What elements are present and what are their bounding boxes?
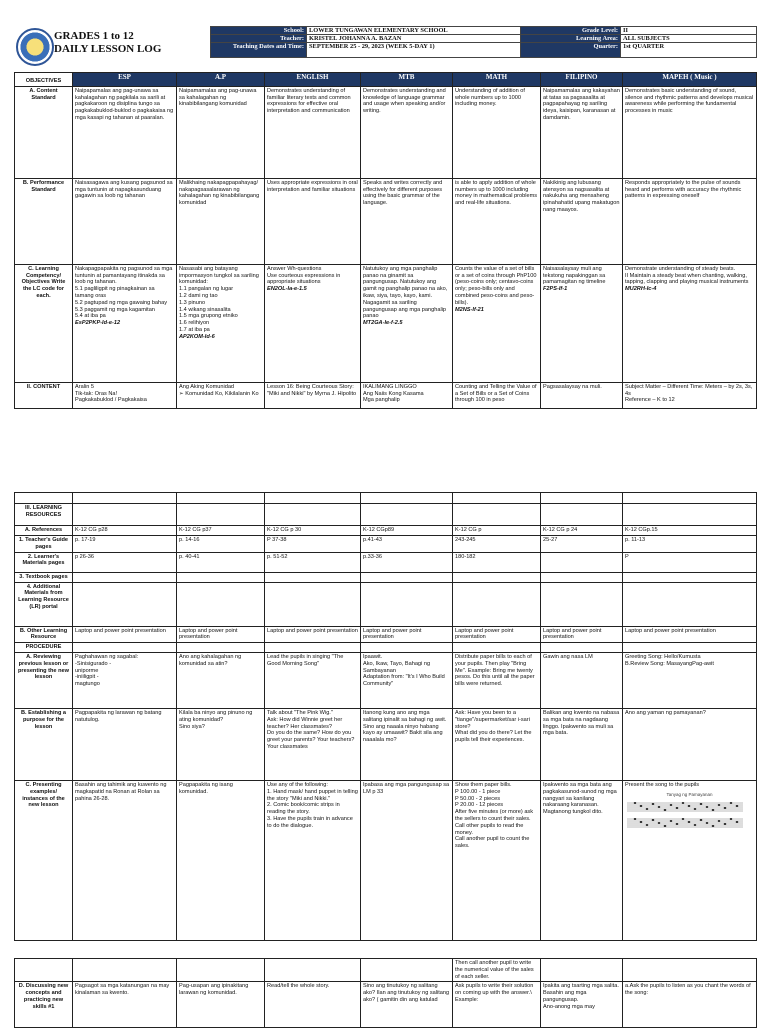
row-label: B. Performance Standard xyxy=(15,178,73,264)
cell-filipino xyxy=(541,526,623,536)
cell-text: Laptop and power point presentation xyxy=(625,627,716,634)
subject-header-ap: A.P xyxy=(177,73,265,87)
lc-code: MT2GA-Ie-f-2.5 xyxy=(363,320,403,327)
row-label: C. Learning Competency/ Objectives Write the LC code for each. xyxy=(15,264,73,382)
cell-esp xyxy=(73,652,177,708)
cell-text: 25-27 xyxy=(543,537,558,543)
cell-text: Laptop and power point presentation xyxy=(75,627,166,634)
cell-text: p. 14-16 xyxy=(179,537,200,543)
cell-math xyxy=(453,552,541,572)
cell-esp xyxy=(73,86,177,178)
row-a-content-standard xyxy=(15,86,757,178)
header-info-table xyxy=(210,26,757,58)
cell-filipino xyxy=(541,582,623,626)
row-2-learner-s-materials-pages xyxy=(15,552,757,572)
cell-text: Ipakwento sa mga bata ang pagkakasunod-sunod ng mga nangyari sa kanilang nakaraang karanasan. Magtanong tungkol dito. xyxy=(543,781,617,816)
cell-text: a.Ask the pupils to listen as you chant the words of the song: xyxy=(625,983,751,997)
cell-ap xyxy=(177,780,265,940)
row-b-establishing-a-purpose-for-the-lesson xyxy=(15,708,757,780)
cell-mtb xyxy=(361,959,453,982)
cell-mtb xyxy=(361,626,453,643)
cell-filipino xyxy=(541,643,623,653)
cell-math xyxy=(453,708,541,780)
cell-mtb xyxy=(361,504,453,526)
cell-text: p. 40-41 xyxy=(179,553,200,560)
cell-text: Demonstrates understanding and knowledge of language grammar and usage when speaking and/or writing. xyxy=(363,87,446,115)
cell-english xyxy=(265,526,361,536)
cell-text: p. 11-13 xyxy=(625,537,646,543)
cell-mapeh xyxy=(623,572,757,582)
cell-english xyxy=(265,652,361,708)
cell-ap xyxy=(177,526,265,536)
cell-text: Pagpapakita ng isang komunidad. xyxy=(179,781,233,795)
cell-text: Laptop and power point presentation xyxy=(363,627,422,641)
cell-text: Ipakita ang tsarting mga salita. Basahin ang mga pangungusap. Ano-anong mga may xyxy=(543,983,619,1010)
row-a-references xyxy=(15,526,757,536)
cell-mapeh xyxy=(623,626,757,643)
grade-level-value: II xyxy=(621,27,757,35)
cell-mtb xyxy=(361,178,453,264)
cell-math xyxy=(453,582,541,626)
cell-ap xyxy=(177,982,265,1028)
cell-mapeh xyxy=(623,504,757,526)
cell-text: Then call another pupil to write the numerical value of the sales of each seller. xyxy=(455,960,534,980)
cell-esp xyxy=(73,264,177,382)
cell-math xyxy=(453,526,541,536)
cell-text: Speaks and writes correctly and effectively for different purposes using the basic grammar of the language. xyxy=(363,179,443,207)
cell-mtb xyxy=(361,708,453,780)
song-title-caption: Tanyag ng Pamayanan xyxy=(666,791,713,797)
cell-mtb xyxy=(361,382,453,408)
cell-text: Responds appropriately to the pulse of sounds heard and performs with accuracy the rhythmic patterns in expressing oneself xyxy=(625,179,742,200)
row-c-learning-competency-objectives-write-t xyxy=(15,264,757,382)
cell-text: Demonstrate understanding of steady beats. II Maintain a steady beat when chanting, walking, tapping, clapping and playing musical instruments xyxy=(625,265,749,286)
cell-mapeh xyxy=(623,382,757,408)
cell-ap xyxy=(177,572,265,582)
title-grades: GRADES 1 to 12 xyxy=(54,30,134,42)
row-1-teacher-s-guide-pages xyxy=(15,536,757,553)
cell-text: Show them paper bills. P 100.00 - 1 piece P 50.00 - 2 pieces P 20.00 - 12 pieces After five minutes (or more) ask the sellers to count their sales. Call other pupils to read the money. Call another pupil to count the sales. xyxy=(455,781,534,850)
cell-mapeh xyxy=(623,780,757,940)
cell-text: Sino ang tinutukoy ng salitang ako? Ilan ang tinutukoy ng salitang ako? ( gamitin din ang katulad xyxy=(363,983,450,1003)
row-label: 4. Additional Materials from Learning Resource (LR) portal xyxy=(15,582,73,626)
cell-math xyxy=(453,652,541,708)
cell-english xyxy=(265,382,361,408)
row-label: D. Discussing new concepts and practicing new skills #1 xyxy=(15,982,73,1028)
cell-math xyxy=(453,780,541,940)
section-objectives-body xyxy=(15,86,757,408)
cell-english xyxy=(265,643,361,653)
cell-text: IKALIMANG LINGGO Ang Naiis Kong Kasama Mga panghalip xyxy=(363,383,424,404)
cell-text: Read/tell the whole story. xyxy=(267,983,330,990)
row-row xyxy=(15,959,757,982)
grade-level-label: Grade Level: xyxy=(521,27,621,35)
lesson-log-header xyxy=(14,26,756,68)
cell-text: Naipapamalas ang pag-unawa sa kahalagahan ng pagkilala sa sarili at pagkakaroon ng disiplina tungo sa pagkakabuklod-buklod o pagkakaisa ng mga kasapi ng tahanan at paaralan. xyxy=(75,87,174,121)
cell-mapeh xyxy=(623,552,757,572)
cell-english xyxy=(265,982,361,1028)
cell-text: Pagsasalaysay na muli. xyxy=(543,383,602,390)
cell-esp xyxy=(73,178,177,264)
cell-english xyxy=(265,582,361,626)
cell-text: Answer Wh-questions Use courteous expressions in appropriate situations xyxy=(267,265,341,286)
lc-code: F2PS-If-1 xyxy=(543,286,568,293)
cell-text: Ano ang yaman ng pamayanan? xyxy=(625,709,706,716)
row-label: B. Other Learning Resource xyxy=(15,626,73,643)
cell-text: Pagpapakita ng larawan ng batang natutulog. xyxy=(75,709,162,723)
row-b-performance-standard xyxy=(15,178,757,264)
row-d-discussing-new-concepts-and-practicing xyxy=(15,982,757,1028)
cell-ap xyxy=(177,536,265,553)
blank-header-row xyxy=(15,493,757,504)
cell-ap xyxy=(177,959,265,982)
cell-ap xyxy=(177,504,265,526)
cell-english xyxy=(265,504,361,526)
row-label xyxy=(15,959,73,982)
row-label: A. Reviewing previous lesson or presenting the new lesson xyxy=(15,652,73,708)
cell-esp xyxy=(73,504,177,526)
cell-math xyxy=(453,178,541,264)
objectives-heading: OBJECTIVES xyxy=(15,73,73,87)
cell-filipino xyxy=(541,626,623,643)
cell-text: Basahin ang tahimik ang kuwento ng magkapatid na Ronan at Rolan sa pahina 26-28. xyxy=(75,781,167,802)
cell-text: is able to apply addition of whole numbers up to 1000 including money in mathematical problems and real-life situations. xyxy=(455,179,538,207)
cell-text: Kilala ba ninyo ang pinuno ng ating komunidad? Sino siya? xyxy=(179,709,253,730)
cell-text: Counts the value of a set of bills or a set of coins through PhP100 (peso-coins only; centavo-coins only; peso-bills only and combined peso-coins and peso-bills). xyxy=(455,265,537,306)
cell-text: Laptop and power point presentation xyxy=(179,627,238,641)
cell-mtb xyxy=(361,572,453,582)
cell-filipino xyxy=(541,959,623,982)
lc-code: EsP2PKP-Id-e-12 xyxy=(75,320,121,327)
learning-area-value: ALL SUBJECTS xyxy=(621,35,757,43)
row-iii-learning-resources xyxy=(15,504,757,526)
cell-mtb xyxy=(361,643,453,653)
cell-mapeh xyxy=(623,582,757,626)
cell-text: Gawin ang nasa LM xyxy=(543,653,593,660)
cell-mtb xyxy=(361,526,453,536)
row-label: III. LEARNING RESOURCES xyxy=(15,504,73,526)
cell-filipino xyxy=(541,982,623,1028)
cell-ap xyxy=(177,178,265,264)
cell-mtb xyxy=(361,264,453,382)
cell-text: p.41-43 xyxy=(363,537,382,543)
cell-esp xyxy=(73,582,177,626)
cell-math xyxy=(453,264,541,382)
cell-mapeh xyxy=(623,264,757,382)
cell-mtb xyxy=(361,652,453,708)
cell-text: Ask: Have you been to a "tiange"/supermarket/sar i-sari store? What did you do there? Let the pupils tell their experiences. xyxy=(455,709,532,744)
cell-english xyxy=(265,708,361,780)
continuation-table-wrap xyxy=(14,958,756,1028)
cell-english xyxy=(265,959,361,982)
cell-mapeh xyxy=(623,86,757,178)
cell-text: Naisasagawa ang kusang pagsunod sa mga tuntunin at napagkasunduang gagawin sa loob ng tahanan xyxy=(75,179,173,200)
cell-text: Naipamamalas ang pag-unawa sa kahalagahan ng kinabibilangang komunidad xyxy=(179,87,257,108)
cell-text: Itanong kung ano ang mga salitang ipinalit sa bahagi ng awit. Sino ang naaala ninyo habang kayo ay umaawit? Bakit sila ang naaalala mo? xyxy=(363,709,447,744)
subject-header-math: MATH xyxy=(453,73,541,87)
cell-english xyxy=(265,780,361,940)
row-c-presenting-examples-instances-of-the-n xyxy=(15,780,757,940)
cell-text: K-12 CG p37 xyxy=(179,527,212,533)
cell-english xyxy=(265,264,361,382)
cell-text: Lead the pupils in singing "The Good Morning Song" xyxy=(267,653,344,667)
deped-seal-logo xyxy=(16,28,54,66)
subject-header-mtb: MTB xyxy=(361,73,453,87)
cell-text: Natutukoy ang mga panghalip panao na ginamit sa pangungusap. Natutukoy ang gamit ng panghalip panao na ako, ikaw, siya, tayo, kayo, kami. Nagagamit sa sariling pangungusap ang mga panghalip panao xyxy=(363,265,448,320)
cell-text: Use any of the following: 1. Hand mask/ hand puppet in telling the story "Miki and Nikki." 2. Comic book/comic strips in reading the story. 3. Have the pupils train in advance to do the dialogue. xyxy=(267,781,358,829)
row-label: A. Content Standard xyxy=(15,86,73,178)
cell-esp xyxy=(73,536,177,553)
row-4-additional-materials-from-learning-res xyxy=(15,582,757,626)
learning-area-label: Learning Area: xyxy=(521,35,621,43)
cell-text: Pagsagot sa mga katanungan na may kinalaman sa kwento. xyxy=(75,983,170,997)
cell-filipino xyxy=(541,86,623,178)
cell-esp xyxy=(73,626,177,643)
cell-text: P xyxy=(625,553,629,560)
cell-text: K-12 CG p 30 xyxy=(267,527,302,533)
row-label: C. Presenting examples/ instances of the new lesson xyxy=(15,780,73,940)
cell-text: p. 51-52 xyxy=(267,553,288,560)
cell-filipino xyxy=(541,780,623,940)
cell-esp xyxy=(73,959,177,982)
cell-ap xyxy=(177,382,265,408)
subject-header-esp: ESP xyxy=(73,73,177,87)
cell-text: p.33-36 xyxy=(363,553,382,560)
resources-table-wrap xyxy=(14,492,756,941)
cell-text: K-12 CGp.15 xyxy=(625,527,658,533)
lc-code: EN2OL-Ia-e-1.5 xyxy=(267,286,307,293)
cell-text: Subject Matter – Different Time: Meters – by 2s, 3s, 4s Reference – K to 12 xyxy=(625,383,753,404)
cell-ap xyxy=(177,643,265,653)
quarter-value: 1st QUARTER xyxy=(621,43,757,58)
cell-math xyxy=(453,536,541,553)
cell-filipino xyxy=(541,504,623,526)
cell-filipino xyxy=(541,708,623,780)
cell-text: Nakapagpapakita ng pagsunod sa mga tuntunin at pamantayang itinakda sa loob ng tahanan. 5.1 pagliligpit ng pinagkainan sa tamang oras 5.2 pagtupad ng mga gawaing bahay 5.3 paggamit ng mga kagamitan 5.4 at iba pa xyxy=(75,265,173,320)
cell-text: Ipabasa ang mga pangungusap sa LM p 33 xyxy=(363,781,450,795)
row-ii-content xyxy=(15,382,757,408)
row-label: 1. Teacher's Guide pages xyxy=(15,536,73,553)
row-label: PROCEDURE xyxy=(15,643,73,653)
cell-text: p 26-36 xyxy=(75,553,94,560)
cell-math xyxy=(453,982,541,1028)
cell-mtb xyxy=(361,582,453,626)
cell-text: Demonstrates understanding of familiar literary texts and common expressions for effective oral interpretation and communication xyxy=(267,87,351,115)
cell-mapeh xyxy=(623,526,757,536)
teacher-value: KRISTEL JOHANNA A. BAZAN xyxy=(307,35,521,43)
cell-english xyxy=(265,572,361,582)
cell-math xyxy=(453,382,541,408)
cell-mapeh xyxy=(623,652,757,708)
cell-mapeh xyxy=(623,959,757,982)
row-label: II. CONTENT xyxy=(15,382,73,408)
cell-text: K-12 CGp89 xyxy=(363,527,395,533)
cell-filipino xyxy=(541,382,623,408)
cell-text: 180-182 xyxy=(455,553,476,560)
cell-mapeh xyxy=(623,708,757,780)
cell-text: 243-245 xyxy=(455,537,476,543)
teacher-label: Teacher: xyxy=(211,35,307,43)
cell-filipino xyxy=(541,536,623,553)
continuation-table xyxy=(14,958,757,1028)
section-resources-body xyxy=(15,504,757,941)
cell-text: Naipamamalas ang kakayahan at tatas sa pagsasalita at pagpapahayag ng sariling ideya, kaisipan, karanasan at damdamin. xyxy=(543,87,620,121)
cell-text: K-12 CG p28 xyxy=(75,527,108,533)
cell-text: Understanding of addition of whole numbers up to 1000 including money. xyxy=(455,87,525,108)
cell-text: Distribute paper bills to each of your pupils. Then play "Bring Me". Example: Bring me twenty pesos. Do this until all the paper bills were returned. xyxy=(455,653,535,688)
cell-ap xyxy=(177,708,265,780)
lc-code: M2NS-If-21 xyxy=(455,306,484,313)
cell-english xyxy=(265,86,361,178)
cell-english xyxy=(265,552,361,572)
row-procedure xyxy=(15,643,757,653)
cell-ap xyxy=(177,652,265,708)
school-value: LOWER TUNGAWAN ELEMENTARY SCHOOL xyxy=(307,27,521,35)
cell-text: K-12 CG p xyxy=(455,527,482,533)
cell-text: Nakikinig ang lubusang atensyon sa nagsasalita at nakukuha ang mensaheng ipinahahatid upang makatugon nang maayos. xyxy=(543,179,620,213)
cell-text: Lesson 16: Being Courteous Story: "Miki and Nikki" by Myrna J. Hipolito xyxy=(267,383,357,397)
cell-mapeh xyxy=(623,536,757,553)
cell-english xyxy=(265,626,361,643)
cell-text: Ask pupils to write their solution on coming up with the answer.\ Example: xyxy=(455,983,534,1003)
section-continuation-body xyxy=(15,959,757,1028)
cell-math xyxy=(453,504,541,526)
cell-ap xyxy=(177,582,265,626)
cell-mtb xyxy=(361,536,453,553)
row-3-textbook-pages xyxy=(15,572,757,582)
teaching-dates-value: SEPTEMBER 25 - 29, 2023 (WEEK 5-DAY 1) xyxy=(307,43,521,58)
cell-english xyxy=(265,536,361,553)
cell-filipino xyxy=(541,572,623,582)
cell-esp xyxy=(73,552,177,572)
cell-text: Malikhaing nakapagpapahayag/ nakapagsasalarawan ng kahalagahan ng kinabibilangang komunidad xyxy=(179,179,260,207)
cell-math xyxy=(453,572,541,582)
cell-esp xyxy=(73,382,177,408)
cell-text: Ano ang kahalagahan ng komunidad sa atin? xyxy=(179,653,242,667)
cell-text: p. 17-19 xyxy=(75,537,96,543)
lc-code: AP2KOM-Id-6 xyxy=(179,333,215,340)
row-label: 3. Textbook pages xyxy=(15,572,73,582)
cell-text: K-12 CG p 24 xyxy=(543,527,578,533)
cell-mtb xyxy=(361,552,453,572)
cell-filipino xyxy=(541,652,623,708)
cell-text: Naisasalaysay muli ang tekstong napakinggan sa pamamagitan ng timeline xyxy=(543,265,606,286)
cell-ap xyxy=(177,86,265,178)
cell-ap xyxy=(177,552,265,572)
cell-mapeh xyxy=(623,982,757,1028)
quarter-label: Quarter: xyxy=(521,43,621,58)
cell-text: Demonstrates basic understanding of sound, silence and rhythmic patterns and develops musical awareness while performing the fundamental processes in music xyxy=(625,87,754,115)
cell-mapeh xyxy=(623,643,757,653)
cell-text: Ipaawit. Ako, Ikaw, Tayo, Bahagi ng Sambayanan Adaptation from: "It's I Who Build Community" xyxy=(363,653,445,688)
cell-esp xyxy=(73,643,177,653)
cell-text: Pag-usapan ang ipinakitang larawan ng komunidad. xyxy=(179,983,249,997)
cell-text: P 37-38 xyxy=(267,537,287,543)
cell-text: Uses appropriate expressions in oral interpretation and familiar situations xyxy=(267,179,358,193)
row-label: B. Establishing a purpose for the lesson xyxy=(15,708,73,780)
objectives-table-wrap xyxy=(14,72,756,409)
cell-esp xyxy=(73,780,177,940)
teaching-dates-label: Teaching Dates and Time: xyxy=(211,43,307,58)
cell-text: Paghahawan ng sagabal: -Sinisigurado - uniporme -iniiligpit - magtungo xyxy=(75,653,139,688)
cell-esp xyxy=(73,572,177,582)
cell-text: Present the song to the pupils xyxy=(625,781,700,788)
cell-ap xyxy=(177,264,265,382)
cell-text: Laptop and power point presentation xyxy=(267,627,358,634)
cell-text: Nasasabi ang batayang impormasyon tungkol sa sariling komunidad: 1.1 pangalan ng lugar 1.2 dami ng tao 1.3 pinuno 1.4 wikang sinasalita 1.5 mga grupong etniko 1.6 relihiyon 1.7 at iba pa xyxy=(179,265,259,333)
cell-esp xyxy=(73,526,177,536)
row-b-other-learning-resource xyxy=(15,626,757,643)
cell-text: Greeting Song: Hello/Kumusta B.Review Song: MasayangPag-awit xyxy=(625,653,714,667)
cell-text: Talk about "The Pink Wig." Ask: How did Winnie greet her teacher? Her classmates? Do you do the same? How do you greet your parents? Your teachers? Your classmates xyxy=(267,709,355,750)
cell-mtb xyxy=(361,86,453,178)
cell-mtb xyxy=(361,982,453,1028)
cell-math xyxy=(453,86,541,178)
cell-english xyxy=(265,178,361,264)
cell-math xyxy=(453,959,541,982)
subject-header-mapeh: MAPEH ( Music ) xyxy=(623,73,757,87)
resources-procedure-table xyxy=(14,492,757,941)
title-daily-lesson-log: DAILY LESSON LOG xyxy=(54,43,162,55)
school-label: School: xyxy=(211,27,307,35)
cell-ap xyxy=(177,626,265,643)
row-a-reviewing-previous-lesson-or-presentin xyxy=(15,652,757,708)
subject-header-english: ENGLISH xyxy=(265,73,361,87)
cell-text: Aralin 5 Tik-tak: Oras Na! Pagkakabuklod / Pagkakaisa xyxy=(75,383,147,404)
cell-text: Counting and Telling the Value of a Set of Bills or a Set of Coins through 100 in peso xyxy=(455,383,537,404)
cell-esp xyxy=(73,982,177,1028)
cell-mapeh xyxy=(623,178,757,264)
cell-filipino xyxy=(541,552,623,572)
row-label: A. References xyxy=(15,526,73,536)
cell-filipino xyxy=(541,264,623,382)
cell-text: Ang Aking Komunidad ➢ Komunidad Ko, Kikilalanin Ko xyxy=(179,383,259,397)
objectives-table xyxy=(14,72,757,409)
cell-filipino xyxy=(541,178,623,264)
cell-math xyxy=(453,626,541,643)
row-label: 2. Learner's Materials pages xyxy=(15,552,73,572)
cell-text: Laptop and power point presentation xyxy=(455,627,514,641)
cell-math xyxy=(453,643,541,653)
cell-mtb xyxy=(361,780,453,940)
subject-header-filipino: FILIPINO xyxy=(541,73,623,87)
cell-esp xyxy=(73,708,177,780)
cell-text: Balikan ang kwento na nabasa sa mga bata na nagdaang linggo. Ipakwento sa muli sa mga bata. xyxy=(543,709,620,737)
cell-text: Laptop and power point presentation xyxy=(543,627,602,641)
music-sheet-image xyxy=(625,799,745,833)
lc-code: MU2RH-Ic-4 xyxy=(625,286,657,293)
